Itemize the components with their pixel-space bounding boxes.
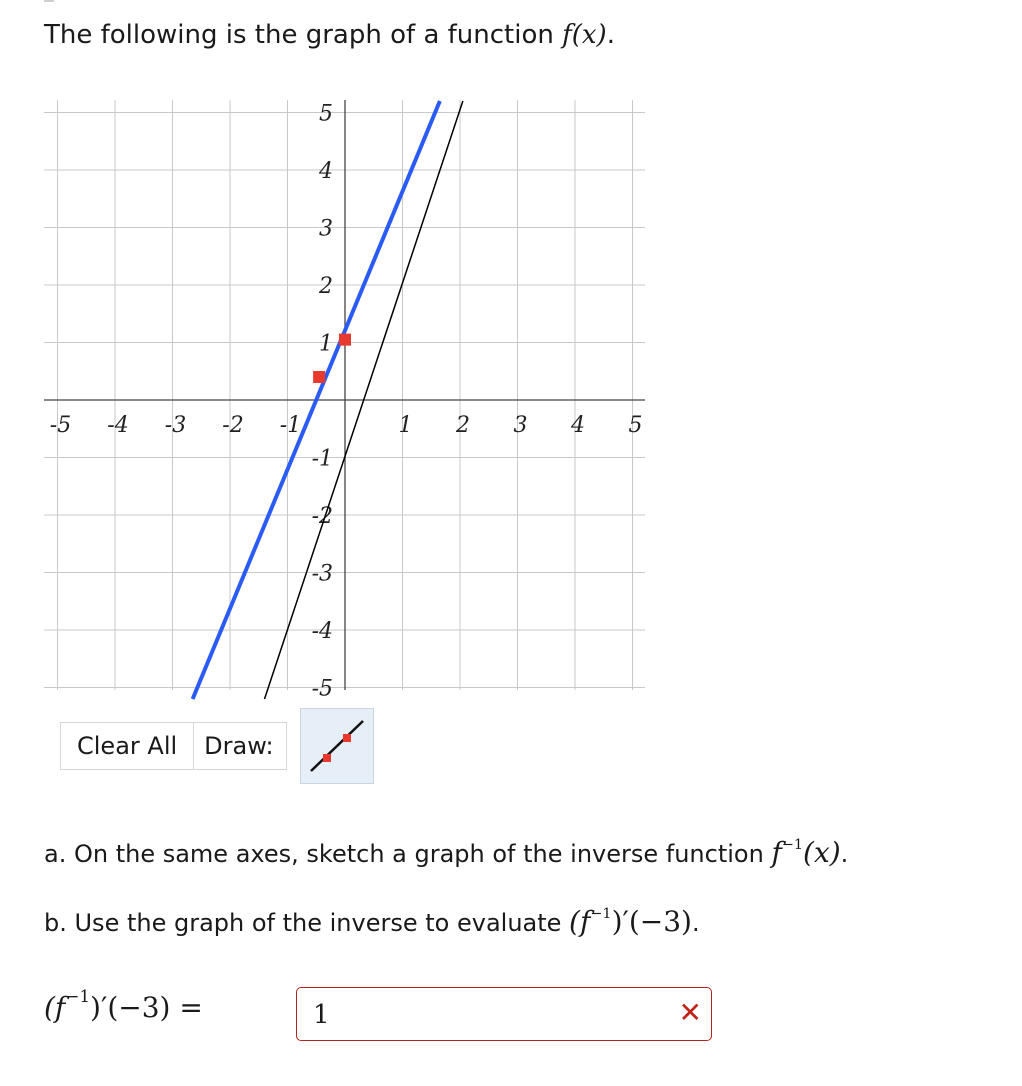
y-tick-label: -3: [311, 561, 333, 587]
x-tick-label: 3: [513, 413, 528, 438]
answer-input[interactable]: [311, 994, 655, 1036]
question-a-text: a. On the same axes, sketch a graph of the inverse function: [44, 840, 772, 868]
x-tick-label: -5: [49, 413, 72, 438]
control-point[interactable]: [339, 334, 351, 346]
y-tick-label: 4: [319, 159, 333, 184]
tick-labels: [50, 102, 643, 702]
x-tick-label: 5: [628, 413, 643, 438]
prompt-end: .: [606, 20, 615, 50]
question-a: [44, 836, 848, 869]
line-tool-button[interactable]: [300, 708, 374, 784]
question-a-end: .: [840, 840, 849, 868]
y-tick-label: 5: [319, 101, 333, 127]
answer-lhs-open: (f: [44, 991, 66, 1025]
y-tick-label: -4: [311, 619, 333, 644]
draw-label: Draw:: [204, 732, 274, 760]
x-tick-label: -2: [222, 413, 244, 438]
incorrect-icon: ✕: [678, 996, 702, 1029]
y-tick-label: -2: [311, 504, 333, 529]
answer-label: [44, 986, 203, 1024]
question-b-expr-open: (f: [569, 905, 591, 938]
question-b-sup: −1: [590, 906, 612, 923]
question-b: [44, 905, 700, 938]
y-tick-label: 2: [319, 274, 333, 299]
y-tick-label: 3: [319, 216, 333, 242]
x-tick-label: -1: [279, 413, 302, 438]
question-b-text: b. Use the graph of the inverse to evaluate: [44, 909, 570, 937]
answer-lhs-sup: −1: [65, 986, 91, 1006]
answer-input-box[interactable]: [296, 987, 712, 1041]
x-tick-label: -3: [164, 413, 187, 438]
x-tick-label: -4: [107, 413, 129, 438]
question-b-end: .: [691, 909, 700, 937]
x-tick-label: 2: [456, 413, 470, 438]
y-tick-label: -1: [311, 446, 333, 472]
question-a-func: f: [771, 836, 782, 869]
prompt-function: f(x): [562, 20, 607, 50]
prompt-text: The following is the graph of a function: [44, 20, 563, 50]
line-tool-icon: [301, 709, 375, 785]
x-tick-label: 4: [571, 413, 585, 438]
control-point[interactable]: [313, 371, 325, 383]
axes: [44, 100, 645, 690]
question-b-expr-close: )′(−3): [611, 905, 692, 938]
x-tick-label: 1: [398, 413, 413, 438]
y-tick-label: -5: [311, 676, 333, 702]
clear-all-button[interactable]: Clear All: [61, 723, 194, 769]
question-a-arg: (x): [803, 836, 841, 869]
answer-row: [44, 980, 724, 1042]
y-tick-label: 1: [319, 331, 333, 357]
draw-toolbar: [60, 722, 287, 770]
question-a-sup: −1: [781, 837, 804, 854]
answer-lhs-close: )′(−3) =: [90, 991, 203, 1025]
